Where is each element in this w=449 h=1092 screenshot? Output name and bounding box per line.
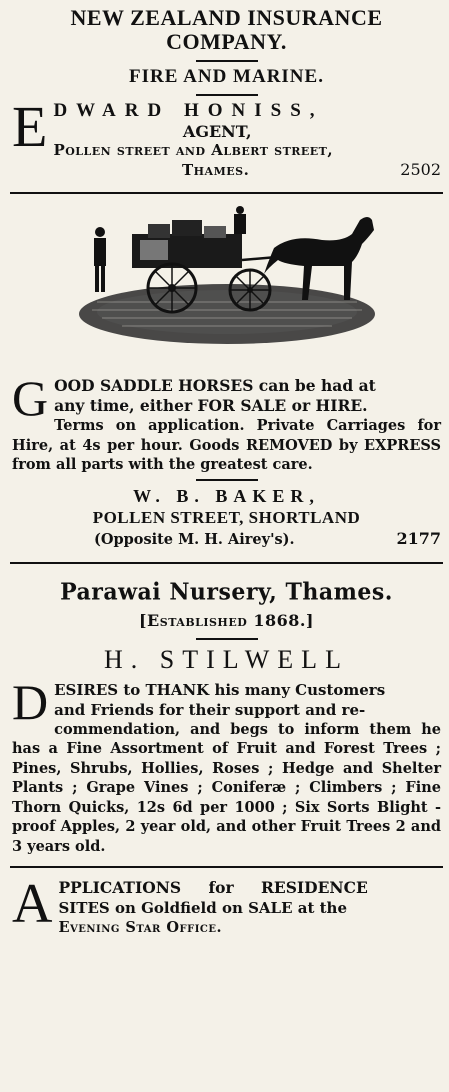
stilwell-line1: ESIRES to THANK his many Customers bbox=[54, 680, 386, 699]
baker-address: POLLEN STREET, SHORTLAND bbox=[92, 507, 361, 527]
divider bbox=[196, 638, 258, 640]
residence-line3: Evening Star Office. bbox=[58, 919, 223, 936]
stilwell-line2: and Friends for their support and re- bbox=[54, 700, 366, 719]
carriage-engraving bbox=[12, 204, 441, 362]
agent-name: DWARD HONISS, bbox=[53, 100, 324, 121]
baker-name: W. B. BAKER, bbox=[133, 485, 320, 506]
saddle-intro bbox=[12, 370, 441, 426]
divider bbox=[196, 94, 258, 96]
agent-block bbox=[12, 94, 441, 184]
drop-cap: A bbox=[12, 873, 53, 935]
section-divider bbox=[10, 192, 443, 194]
ad-reference-number: 2177 bbox=[396, 528, 441, 548]
stilwell-intro bbox=[12, 673, 441, 730]
agent-role: AGENT, bbox=[182, 122, 252, 141]
nursery-established: [Established 1868.] bbox=[138, 610, 314, 630]
insurance-ad bbox=[12, 0, 441, 184]
nursery-title: Parawai Nursery, Thames. bbox=[60, 577, 393, 606]
drop-cap: D bbox=[12, 673, 49, 730]
insurance-subtitle: FIRE AND MARINE. bbox=[129, 66, 324, 87]
saddle-line1: OOD SADDLE HORSES can be had at bbox=[54, 376, 376, 395]
agent-town-row bbox=[12, 160, 441, 180]
divider bbox=[196, 479, 258, 481]
stilwell-name: H. STILWELL bbox=[104, 644, 349, 674]
horse-carriage-illustration bbox=[12, 204, 441, 362]
nursery-ad bbox=[12, 578, 441, 857]
stilwell-body: commendation, and begs to inform them he has a Fine Assortment of Fruit and Forest Trees ; Pines, Shrubs, Hollies, Roses ; Hedge and Shelter Plants ; Grape Vines ; Coniferæ ; Climbers ; Fine Thorn Quicks, 12s 6d per 1000 ; Six Sorts Blight - proof Apples, 2 year old, and other Fruit Trees 2 and 3 years old. bbox=[12, 720, 441, 855]
saddle-line2: any time, either FOR SALE or HIRE. bbox=[54, 396, 368, 415]
agent-town: Thames. bbox=[182, 161, 250, 179]
insurance-title-line1: NEW ZEALAND INSURANCE bbox=[70, 5, 383, 30]
baker-opposite-row bbox=[12, 529, 441, 550]
section-divider bbox=[10, 562, 443, 564]
divider bbox=[196, 60, 258, 62]
residence-line2: SITES on Goldfield on SALE at the bbox=[58, 899, 347, 917]
drop-cap: E bbox=[12, 94, 48, 159]
residence-line1: PPLICATIONS for RESIDENCE bbox=[58, 878, 368, 897]
saddle-horses-ad bbox=[12, 370, 441, 550]
insurance-title-line2: COMPANY. bbox=[166, 29, 287, 54]
baker-opposite: (Opposite M. H. Airey's). bbox=[94, 530, 295, 548]
section-divider bbox=[10, 866, 443, 868]
agent-address: Pollen street and Albert street, bbox=[53, 141, 334, 159]
drop-cap: G bbox=[12, 370, 49, 426]
residence-sites-ad bbox=[12, 873, 441, 942]
saddle-body: Terms on application. Private Carriages for Hire, at 4s per hour. Goods REMOVED by EXPRESS from all parts with the greatest care. bbox=[12, 417, 441, 473]
ad-reference-number: 2502 bbox=[400, 160, 441, 179]
